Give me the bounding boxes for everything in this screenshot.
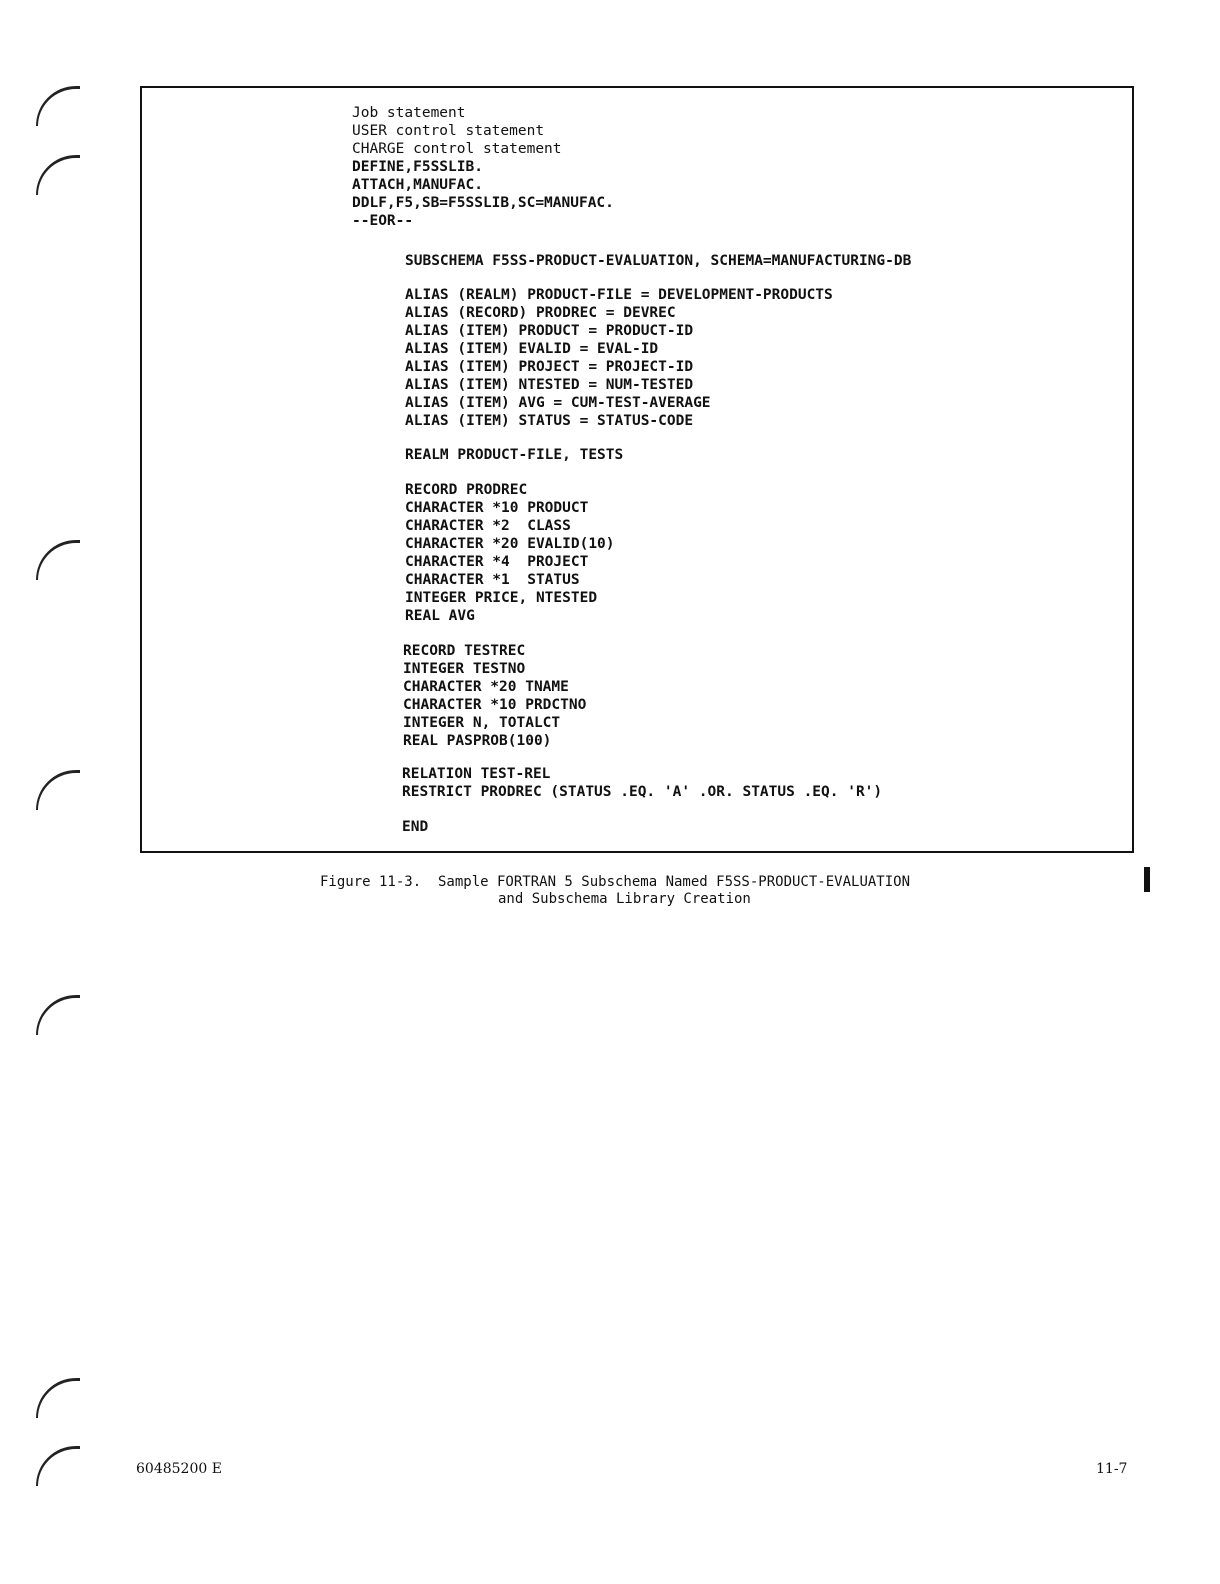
code-line: CHARACTER *10 PRODUCT <box>405 500 589 516</box>
code-line: USER control statement <box>352 123 545 139</box>
code-line: ALIAS (ITEM) NTESTED = NUM-TESTED <box>405 377 694 393</box>
record-testrec-block <box>403 642 586 750</box>
code-line: ALIAS (REALM) PRODUCT-FILE = DEVELOPMENT-PRODUCTS <box>405 287 833 303</box>
code-line: REAL AVG <box>405 608 475 624</box>
code-line: ALIAS (ITEM) PROJECT = PROJECT-ID <box>405 359 694 375</box>
code-line: ATTACH,MANUFAC. <box>352 177 483 193</box>
caption-line: Figure 11-3. Sample FORTRAN 5 Subschema Named F5SS-PRODUCT-EVALUATION <box>320 874 911 890</box>
code-line: CHARGE control statement <box>352 141 562 157</box>
alias-block <box>405 286 833 430</box>
code-line: Job statement <box>352 105 466 121</box>
code-line: --EOR-- <box>352 213 414 229</box>
code-line: CHARACTER *10 PRDCTNO <box>403 697 587 713</box>
code-line: INTEGER N, TOTALCT <box>403 715 561 731</box>
code-line: REAL PASPROB(100) <box>403 733 552 749</box>
job-control-block <box>352 104 614 230</box>
code-line: ALIAS (ITEM) EVALID = EVAL-ID <box>405 341 659 357</box>
relation-block <box>402 765 882 801</box>
figure-box <box>140 86 1134 853</box>
code-line: CHARACTER *4 PROJECT <box>405 554 589 570</box>
code-line: CHARACTER *2 CLASS <box>405 518 571 534</box>
punch-hole <box>36 540 80 580</box>
code-line: ALIAS (ITEM) STATUS = STATUS-CODE <box>405 413 694 429</box>
punch-hole <box>36 995 80 1035</box>
punch-hole <box>36 155 80 195</box>
document-number: 60485200 E <box>136 1461 222 1477</box>
code-line: ALIAS (RECORD) PRODREC = DEVREC <box>405 305 676 321</box>
code-line: DEFINE,F5SSLIB. <box>352 159 483 175</box>
realm-line <box>405 446 623 464</box>
figure-caption <box>320 874 960 908</box>
caption-line: and Subschema Library Creation <box>498 891 751 907</box>
punch-hole <box>36 86 80 126</box>
code-line: SUBSCHEMA F5SS-PRODUCT-EVALUATION, SCHEMA=MANUFACTURING-DB <box>405 253 912 269</box>
code-line: DDLF,F5,SB=F5SSLIB,SC=MANUFAC. <box>352 195 614 211</box>
code-line: ALIAS (ITEM) PRODUCT = PRODUCT-ID <box>405 323 694 339</box>
code-line: CHARACTER *20 EVALID(10) <box>405 536 615 552</box>
code-line: ALIAS (ITEM) AVG = CUM-TEST-AVERAGE <box>405 395 711 411</box>
revision-bar <box>1144 867 1150 892</box>
code-line: REALM PRODUCT-FILE, TESTS <box>405 447 624 463</box>
code-line: RESTRICT PRODREC (STATUS .EQ. 'A' .OR. STATUS .EQ. 'R') <box>402 784 883 800</box>
code-line: END <box>402 819 429 835</box>
code-line: CHARACTER *20 TNAME <box>403 679 569 695</box>
punch-hole <box>36 1378 80 1418</box>
code-line: RECORD PRODREC <box>405 482 528 498</box>
punch-hole <box>36 1446 80 1486</box>
punch-hole <box>36 770 80 810</box>
end-line <box>402 818 428 836</box>
page-number: 11-7 <box>1096 1461 1128 1477</box>
code-line: RELATION TEST-REL <box>402 766 551 782</box>
record-prodrec-block <box>405 481 615 625</box>
code-line: CHARACTER *1 STATUS <box>405 572 580 588</box>
subschema-header <box>405 252 911 270</box>
code-line: INTEGER PRICE, NTESTED <box>405 590 598 606</box>
code-line: RECORD TESTREC <box>403 643 526 659</box>
code-line: INTEGER TESTNO <box>403 661 526 677</box>
